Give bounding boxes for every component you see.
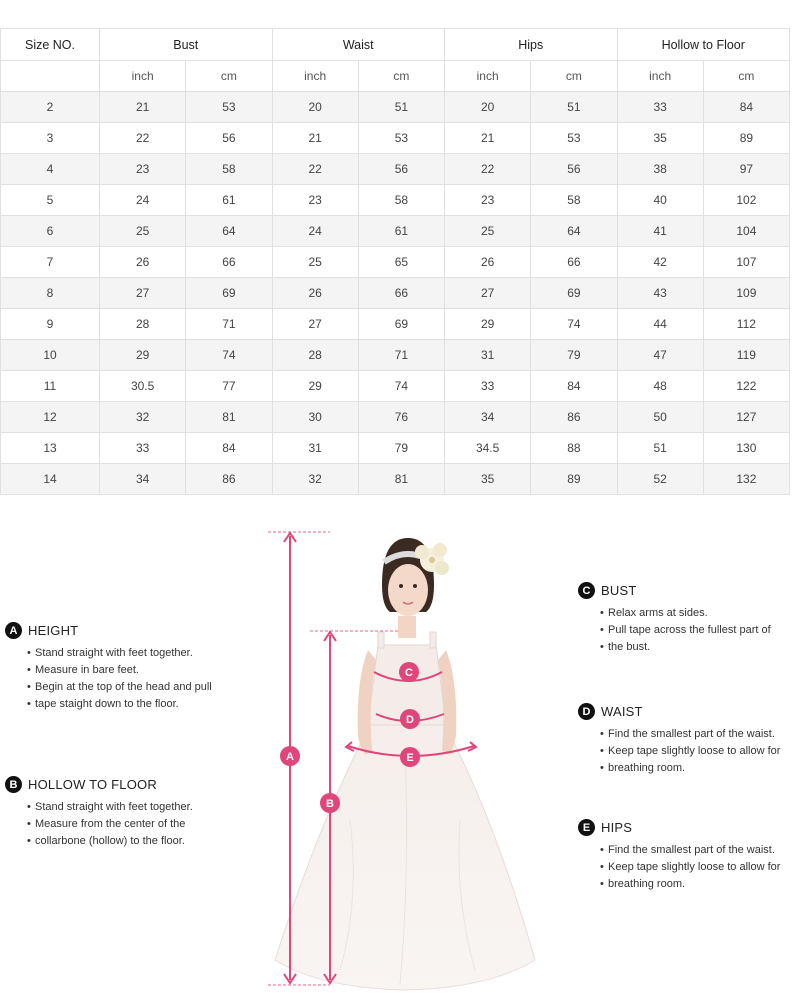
table-cell: 35 bbox=[445, 464, 531, 495]
table-cell: 112 bbox=[703, 309, 789, 340]
table-row bbox=[1, 340, 790, 371]
table-cell: 69 bbox=[531, 278, 617, 309]
table-cell: 38 bbox=[617, 154, 703, 185]
size-cell: 11 bbox=[1, 371, 100, 402]
table-row bbox=[1, 402, 790, 433]
instruction-list bbox=[578, 605, 793, 656]
table-row bbox=[1, 309, 790, 340]
table-cell: 86 bbox=[531, 402, 617, 433]
table-row bbox=[1, 371, 790, 402]
table-cell: 30 bbox=[272, 402, 358, 433]
table-cell: 28 bbox=[272, 340, 358, 371]
table-cell: 24 bbox=[100, 185, 186, 216]
section-bust bbox=[578, 582, 793, 656]
table-cell: 66 bbox=[358, 278, 444, 309]
table-cell: 132 bbox=[703, 464, 789, 495]
table-cell: 26 bbox=[445, 247, 531, 278]
table-cell: 61 bbox=[358, 216, 444, 247]
table-cell: 48 bbox=[617, 371, 703, 402]
table-cell: 127 bbox=[703, 402, 789, 433]
table-row bbox=[1, 123, 790, 154]
unit-cell: cm bbox=[703, 61, 789, 92]
table-cell: 21 bbox=[272, 123, 358, 154]
table-row bbox=[1, 92, 790, 123]
girl-face bbox=[388, 564, 428, 616]
badge-a-icon: A bbox=[5, 622, 22, 639]
size-cell: 2 bbox=[1, 92, 100, 123]
table-cell: 71 bbox=[358, 340, 444, 371]
table-cell: 65 bbox=[358, 247, 444, 278]
table-cell: 22 bbox=[445, 154, 531, 185]
unit-cell: cm bbox=[186, 61, 272, 92]
list-item: • Find the smallest part of the waist. bbox=[600, 842, 793, 859]
table-cell: 58 bbox=[186, 154, 272, 185]
table-cell: 29 bbox=[100, 340, 186, 371]
table-cell: 81 bbox=[186, 402, 272, 433]
table-cell: 22 bbox=[100, 123, 186, 154]
header-hips: Hips bbox=[445, 29, 618, 61]
table-cell: 24 bbox=[272, 216, 358, 247]
table-cell: 34 bbox=[445, 402, 531, 433]
table-cell: 64 bbox=[531, 216, 617, 247]
unit-cell: inch bbox=[445, 61, 531, 92]
unit-cell: inch bbox=[617, 61, 703, 92]
size-cell: 12 bbox=[1, 402, 100, 433]
table-cell: 53 bbox=[358, 123, 444, 154]
table-cell: 89 bbox=[703, 123, 789, 154]
list-item: • Pull tape across the fullest part of bbox=[600, 622, 793, 639]
list-item: • Keep tape slightly loose to allow for bbox=[600, 859, 793, 876]
table-cell: 26 bbox=[272, 278, 358, 309]
table-cell: 34 bbox=[100, 464, 186, 495]
header-hollow-to-floor: Hollow to Floor bbox=[617, 29, 790, 61]
table-cell: 25 bbox=[445, 216, 531, 247]
table-cell: 61 bbox=[186, 185, 272, 216]
table-cell: 119 bbox=[703, 340, 789, 371]
table-row bbox=[1, 154, 790, 185]
section-hollow-to-floor bbox=[5, 776, 235, 850]
size-cell: 7 bbox=[1, 247, 100, 278]
size-cell: 5 bbox=[1, 185, 100, 216]
svg-text:B: B bbox=[326, 798, 334, 810]
list-item: • Relax arms at sides. bbox=[600, 605, 793, 622]
table-cell: 31 bbox=[445, 340, 531, 371]
svg-text:C: C bbox=[405, 667, 413, 679]
section-height bbox=[5, 622, 235, 713]
table-row bbox=[1, 278, 790, 309]
list-item: • breathing room. bbox=[600, 876, 793, 893]
badge-d-icon: D bbox=[578, 703, 595, 720]
table-cell: 47 bbox=[617, 340, 703, 371]
table-cell: 27 bbox=[272, 309, 358, 340]
table-cell: 27 bbox=[445, 278, 531, 309]
list-item: • Measure in bare feet. bbox=[27, 662, 235, 679]
svg-text:A: A bbox=[286, 751, 294, 763]
table-cell: 84 bbox=[186, 433, 272, 464]
badge-e-icon: E bbox=[578, 819, 595, 836]
unit-cell-blank bbox=[1, 61, 100, 92]
unit-cell: inch bbox=[100, 61, 186, 92]
size-cell: 6 bbox=[1, 216, 100, 247]
table-cell: 109 bbox=[703, 278, 789, 309]
section-waist bbox=[578, 703, 793, 777]
list-item: • tape staight down to the floor. bbox=[27, 696, 235, 713]
list-item: • collarbone (hollow) to the floor. bbox=[27, 833, 235, 850]
table-cell: 104 bbox=[703, 216, 789, 247]
table-cell: 41 bbox=[617, 216, 703, 247]
table-cell: 25 bbox=[100, 216, 186, 247]
table-cell: 33 bbox=[100, 433, 186, 464]
instruction-list bbox=[578, 726, 793, 777]
list-item: • Begin at the top of the head and pull bbox=[27, 679, 235, 696]
section-title: HOLLOW TO FLOOR bbox=[28, 777, 157, 792]
table-cell: 122 bbox=[703, 371, 789, 402]
table-cell: 51 bbox=[617, 433, 703, 464]
size-cell: 3 bbox=[1, 123, 100, 154]
size-cell: 4 bbox=[1, 154, 100, 185]
list-item: • Measure from the center of the bbox=[27, 816, 235, 833]
instruction-list bbox=[5, 799, 235, 850]
size-cell: 9 bbox=[1, 309, 100, 340]
size-cell: 14 bbox=[1, 464, 100, 495]
table-cell: 35 bbox=[617, 123, 703, 154]
table-cell: 26 bbox=[100, 247, 186, 278]
svg-text:D: D bbox=[406, 714, 414, 726]
table-cell: 23 bbox=[100, 154, 186, 185]
badge-c-icon: C bbox=[578, 582, 595, 599]
table-cell: 56 bbox=[186, 123, 272, 154]
size-cell: 10 bbox=[1, 340, 100, 371]
table-cell: 89 bbox=[531, 464, 617, 495]
svg-text:E: E bbox=[406, 752, 414, 764]
table-cell: 23 bbox=[272, 185, 358, 216]
table-cell: 74 bbox=[358, 371, 444, 402]
table-cell: 51 bbox=[358, 92, 444, 123]
table-cell: 20 bbox=[445, 92, 531, 123]
header-waist: Waist bbox=[272, 29, 445, 61]
table-row bbox=[1, 464, 790, 495]
table-cell: 23 bbox=[445, 185, 531, 216]
table-row bbox=[1, 247, 790, 278]
table-body bbox=[1, 92, 790, 495]
table-cell: 21 bbox=[445, 123, 531, 154]
table-cell: 130 bbox=[703, 433, 789, 464]
table-cell: 27 bbox=[100, 278, 186, 309]
table-row bbox=[1, 185, 790, 216]
table-cell: 28 bbox=[100, 309, 186, 340]
table-row bbox=[1, 216, 790, 247]
table-cell: 22 bbox=[272, 154, 358, 185]
table-cell: 81 bbox=[358, 464, 444, 495]
table-cell: 53 bbox=[186, 92, 272, 123]
table-cell: 102 bbox=[703, 185, 789, 216]
table-cell: 79 bbox=[358, 433, 444, 464]
instruction-list bbox=[578, 842, 793, 893]
list-item: • breathing room. bbox=[600, 760, 793, 777]
section-hips bbox=[578, 819, 793, 893]
list-item: • Keep tape slightly loose to allow for bbox=[600, 743, 793, 760]
badge-b-icon: B bbox=[5, 776, 22, 793]
table-cell: 33 bbox=[445, 371, 531, 402]
table-cell: 84 bbox=[531, 371, 617, 402]
list-item: • the bust. bbox=[600, 639, 793, 656]
table-cell: 66 bbox=[531, 247, 617, 278]
table-cell: 20 bbox=[272, 92, 358, 123]
unit-cell: inch bbox=[272, 61, 358, 92]
table-cell: 50 bbox=[617, 402, 703, 433]
table-cell: 58 bbox=[531, 185, 617, 216]
table-cell: 44 bbox=[617, 309, 703, 340]
table-cell: 43 bbox=[617, 278, 703, 309]
section-title: BUST bbox=[601, 583, 637, 598]
table-header-row bbox=[1, 29, 790, 61]
table-cell: 53 bbox=[531, 123, 617, 154]
table-cell: 32 bbox=[272, 464, 358, 495]
table-cell: 40 bbox=[617, 185, 703, 216]
table-cell: 51 bbox=[531, 92, 617, 123]
measurement-guide bbox=[0, 510, 800, 1000]
table-cell: 69 bbox=[358, 309, 444, 340]
table-cell: 76 bbox=[358, 402, 444, 433]
table-cell: 42 bbox=[617, 247, 703, 278]
table-cell: 34.5 bbox=[445, 433, 531, 464]
table-cell: 56 bbox=[531, 154, 617, 185]
table-cell: 84 bbox=[703, 92, 789, 123]
list-item: • Stand straight with feet together. bbox=[27, 645, 235, 662]
table-cell: 77 bbox=[186, 371, 272, 402]
table-cell: 33 bbox=[617, 92, 703, 123]
table-cell: 21 bbox=[100, 92, 186, 123]
table-cell: 74 bbox=[186, 340, 272, 371]
girl-figure-illustration bbox=[260, 520, 550, 995]
table-unit-row bbox=[1, 61, 790, 92]
section-title: WAIST bbox=[601, 704, 643, 719]
table-row bbox=[1, 433, 790, 464]
table-cell: 58 bbox=[358, 185, 444, 216]
table-cell: 30.5 bbox=[100, 371, 186, 402]
size-cell: 13 bbox=[1, 433, 100, 464]
instruction-list bbox=[5, 645, 235, 713]
size-chart-table bbox=[0, 28, 790, 495]
table-cell: 29 bbox=[445, 309, 531, 340]
table-cell: 29 bbox=[272, 371, 358, 402]
table-cell: 79 bbox=[531, 340, 617, 371]
size-cell: 8 bbox=[1, 278, 100, 309]
table-cell: 71 bbox=[186, 309, 272, 340]
header-size-no: Size NO. bbox=[1, 29, 100, 61]
table-cell: 107 bbox=[703, 247, 789, 278]
header-bust: Bust bbox=[100, 29, 273, 61]
table-cell: 69 bbox=[186, 278, 272, 309]
table-cell: 88 bbox=[531, 433, 617, 464]
list-item: • Stand straight with feet together. bbox=[27, 799, 235, 816]
table-cell: 31 bbox=[272, 433, 358, 464]
table-cell: 74 bbox=[531, 309, 617, 340]
section-title: HEIGHT bbox=[28, 623, 79, 638]
table-cell: 97 bbox=[703, 154, 789, 185]
unit-cell: cm bbox=[531, 61, 617, 92]
table-cell: 64 bbox=[186, 216, 272, 247]
table-cell: 52 bbox=[617, 464, 703, 495]
table-cell: 32 bbox=[100, 402, 186, 433]
unit-cell: cm bbox=[358, 61, 444, 92]
table-cell: 66 bbox=[186, 247, 272, 278]
table-cell: 25 bbox=[272, 247, 358, 278]
section-title: HIPS bbox=[601, 820, 633, 835]
list-item: • Find the smallest part of the waist. bbox=[600, 726, 793, 743]
table-cell: 86 bbox=[186, 464, 272, 495]
table-cell: 56 bbox=[358, 154, 444, 185]
